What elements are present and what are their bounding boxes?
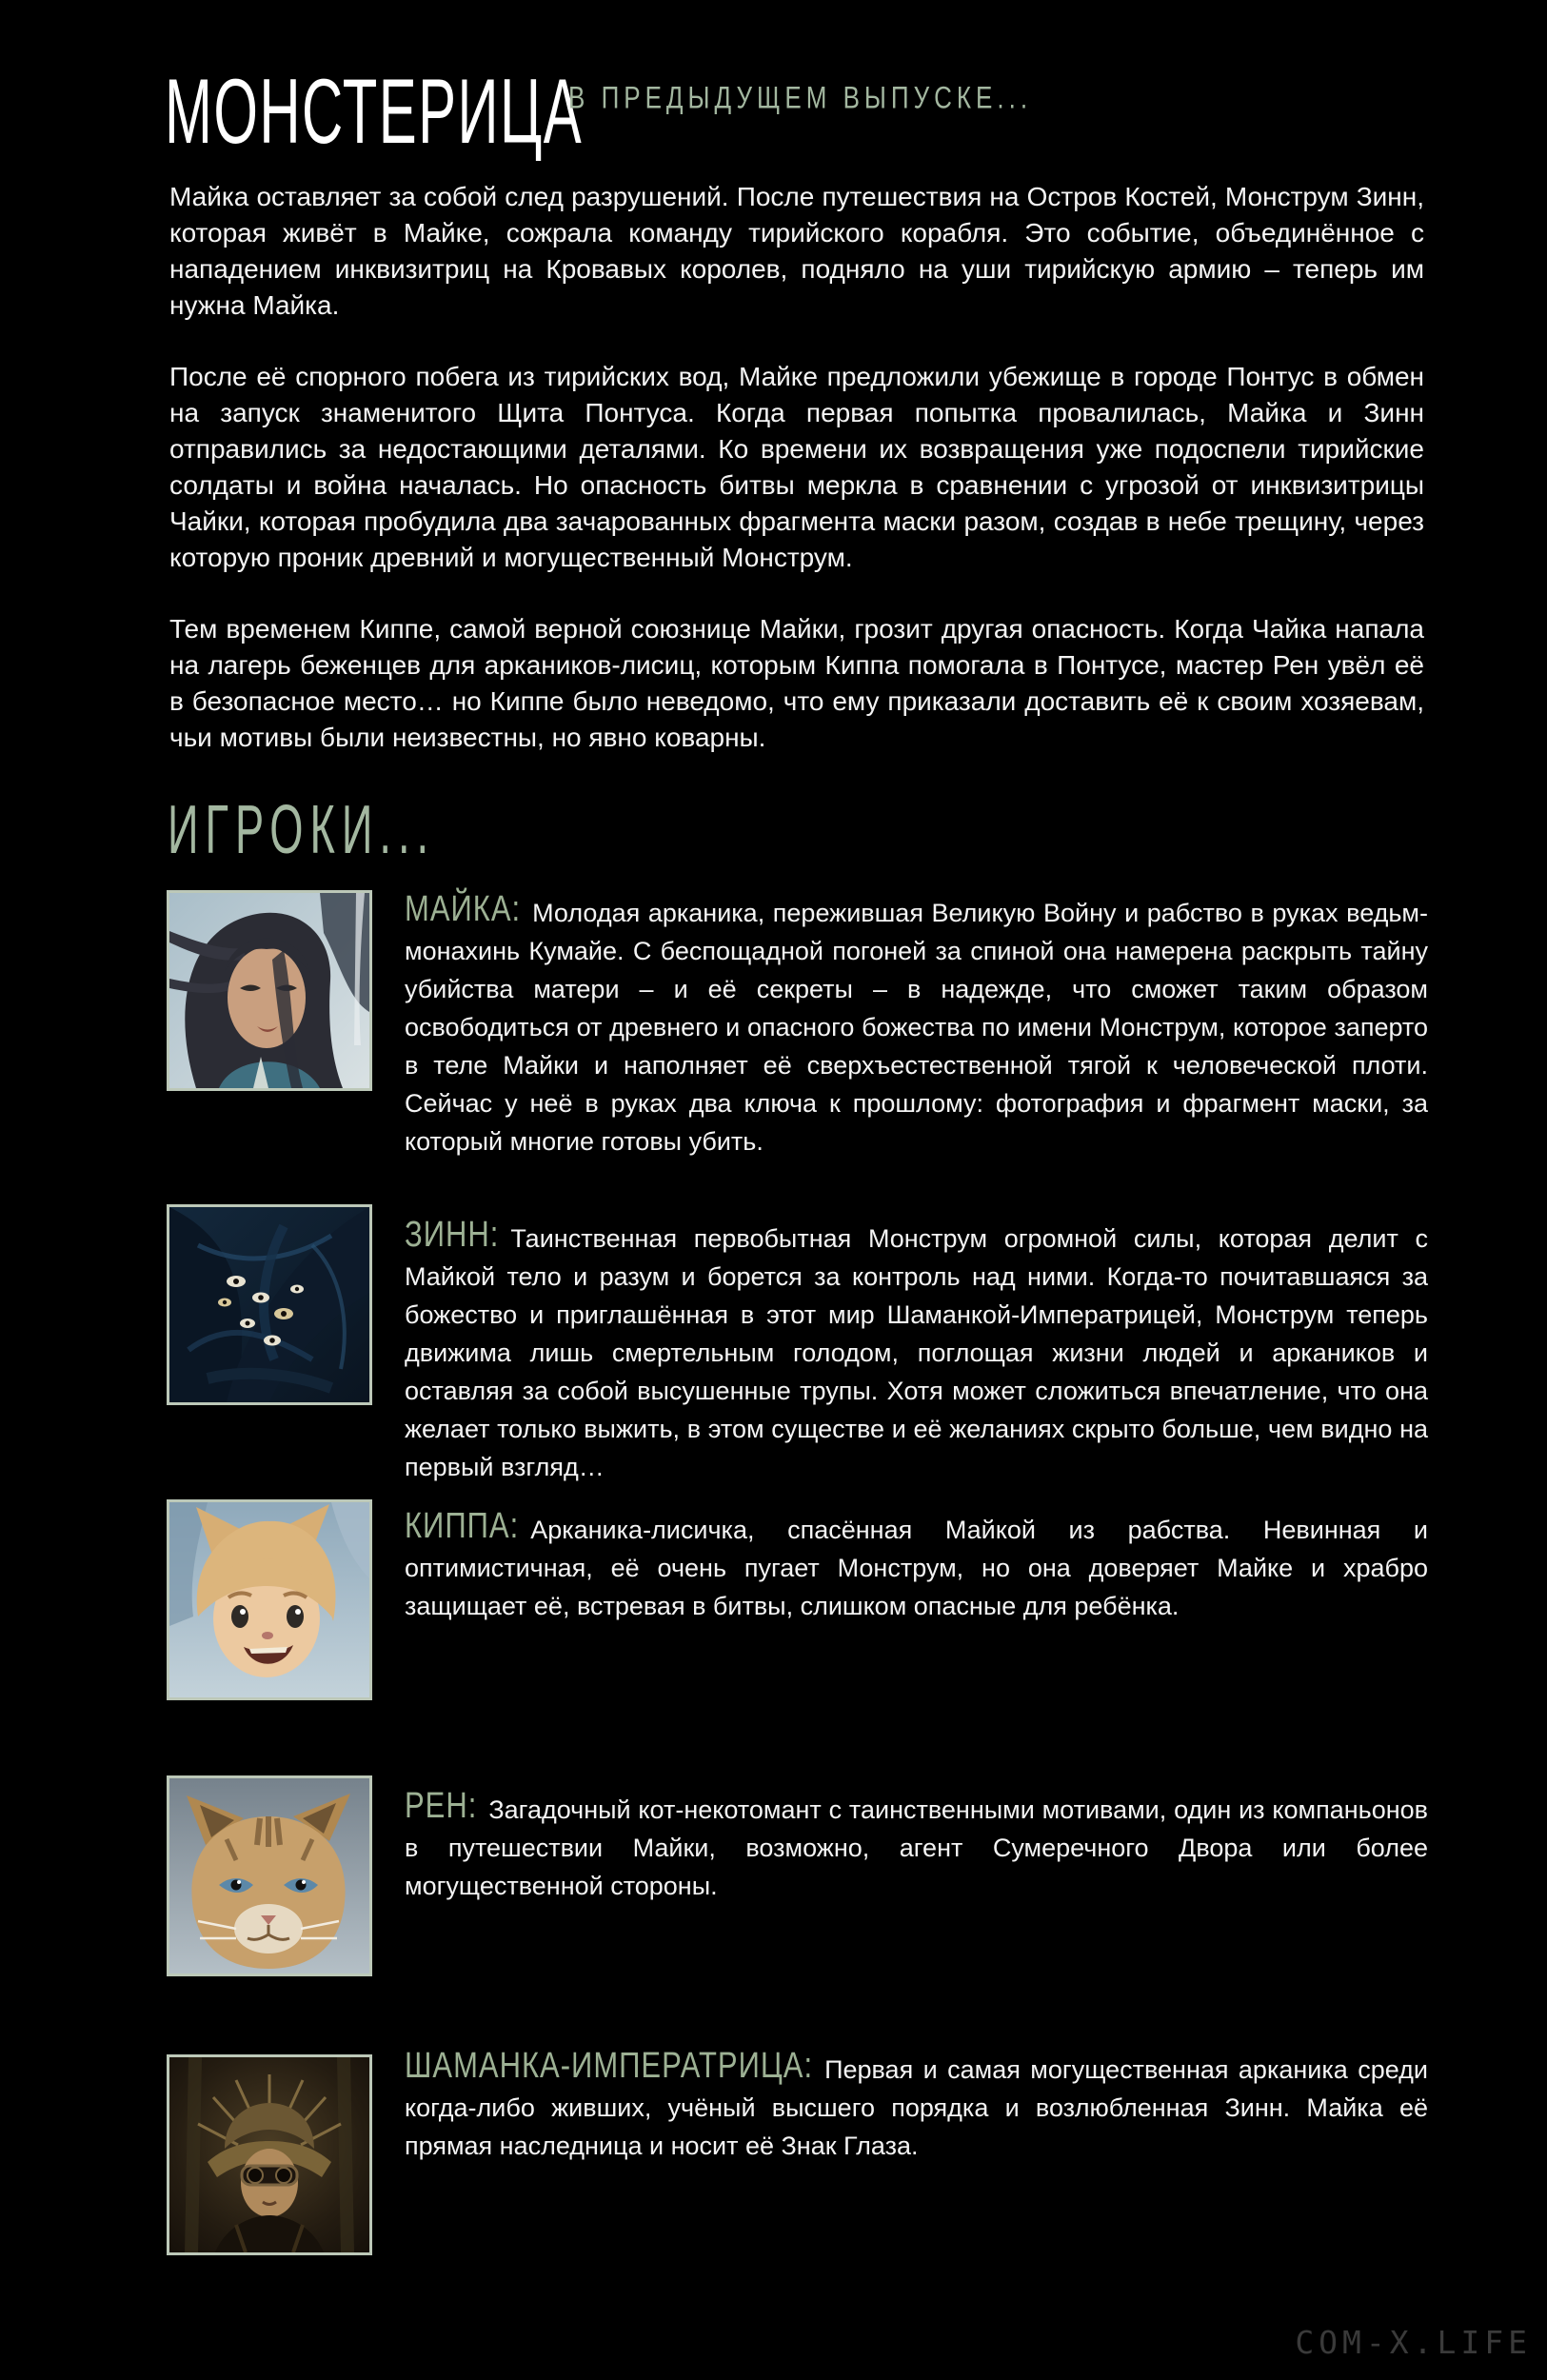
- site-watermark: COM-X.LIFE: [1295, 2324, 1532, 2361]
- character-description: [405, 1213, 1428, 1486]
- character-name: ШАМАНКА-ИМПЕРАТРИЦА:: [405, 2044, 814, 2086]
- character-row-ren: [167, 1775, 1428, 1976]
- character-name: КИППА:: [405, 1504, 520, 1546]
- character-name: РЕН:: [405, 1784, 478, 1826]
- character-row-maika: [167, 887, 1428, 1186]
- character-description-text: Загадочный кот-некотомант с таинственными мотивами, один из компаньонов в путешествии Майки, возможно, агент Сумеречного Двора или более могущественной стороны.: [405, 1795, 1428, 1900]
- recap-section: [169, 179, 1424, 791]
- character-description-text: Первая и самая могущественная арканика среди когда-либо живших, учёный высшего порядка и возлюбленная Зинн. Майка её прямая наследница и носит её Знак Глаза.: [405, 2055, 1428, 2160]
- character-description-text: Арканика-лисичка, спасённая Майкой из рабства. Невинная и оптимистичная, её очень пугает Монструм, но она доверяет Майке и храбро защищает её, встревая в битвы, слишком опасные для ребёнка.: [405, 1516, 1428, 1620]
- zinn-portrait-art: [169, 1207, 369, 1402]
- previously-header: В ПРЕДЫДУЩЕМ ВЫПУСКЕ...: [568, 79, 1033, 115]
- character-description: [405, 1504, 1428, 1625]
- recap-paragraph: Майка оставляет за собой след разрушений. После путешествия на Остров Костей, Монструм Зинн, которая живёт в Майке, сожрала команду тирийского корабля. Это событие, объединённое с нападением инквизитриц на Кровавых королев, подняло на уши тирийскую армию – теперь им нужна Майка.: [169, 182, 1424, 320]
- recap-paragraph: Тем временем Киппе, самой верной союзнице Майки, грозит другая опасность. Когда Чайка напала на лагерь беженцев для аркаников-лисиц, которым Киппа помогала в Понтусе, мастер Рен увёл её в безопасное место… но Киппе было неведомо, что ему приказали доставить её к своим хозяевам, чьи мотивы были неизвестны, но явно коварны.: [169, 614, 1424, 752]
- character-description-text: Таинственная первобытная Монструм огромной силы, которая делит с Майкой тело и разум и борется за контроль над ними. Когда-то почитавшаяся за божество и приглашённая в этот мир Шаманкой-Императрицей, Монструм теперь движима лишь смертельным голодом, поглощая жизни людей и аркаников и оставляя за собой высушенные трупы. Хотя может сложиться впечатление, что она желает только выжить, в этом существе и её желаниях скрыто больше, чем видно на первый взгляд…: [405, 1224, 1428, 1481]
- character-description-text: Молодая арканика, пережившая Великую Войну и рабство в руках ведьм-монахинь Кумайе. С беспощадной погоней за спиной она намерена раскрыть тайну убийства матери – и её секреты – в надежде, что сможет таким образом освободиться от древнего и опасного божества по имени Монструм, которое заперто в теле Майки и наполняет её сверхъестественной тягой к человеческой плоти. Сейчас у неё в руках два ключа к прошлому: фотография и фрагмент маски, за который многие готовы убить.: [405, 899, 1428, 1156]
- character-row-kippa: [167, 1499, 1428, 1700]
- kippa-portrait: [167, 1499, 372, 1700]
- character-name: МАЙКА:: [405, 887, 522, 929]
- maika-portrait-art: [169, 893, 369, 1088]
- character-row-shamanka: [167, 2044, 1428, 2255]
- character-description: [405, 1784, 1428, 1905]
- players-header: ИГРОКИ...: [168, 791, 436, 869]
- zinn-portrait: [167, 1204, 372, 1405]
- kippa-portrait-art: [169, 1502, 369, 1697]
- character-description: [405, 887, 1428, 1160]
- shamanka-portrait-art: [169, 2057, 369, 2252]
- recap-paragraph: После её спорного побега из тирийских вод, Майке предложили убежище в городе Понтус в обмен на запуск знаменитого Щита Понтуса. Когда первая попытка провалилась, Майка и Зинн отправились за недостающими деталями. Ко времени их возвращения уже подоспели тирийские солдаты и война началась. Но опасность битвы меркла в сравнении с угрозой от инквизитрицы Чайки, которая пробудила два зачарованных фрагмента маски разом, создав в небе трещину, через которую проник древний и могущественный Монструм.: [169, 362, 1424, 572]
- maika-portrait: [167, 890, 372, 1091]
- character-name: ЗИНН:: [405, 1213, 500, 1255]
- page-title: МОНСТЕРИЦА: [165, 61, 584, 164]
- character-description: [405, 2044, 1428, 2165]
- ren-portrait: [167, 1775, 372, 1976]
- character-row-zinn: [167, 1204, 1428, 1512]
- ren-portrait-art: [169, 1778, 369, 1973]
- shamanka-portrait: [167, 2054, 372, 2255]
